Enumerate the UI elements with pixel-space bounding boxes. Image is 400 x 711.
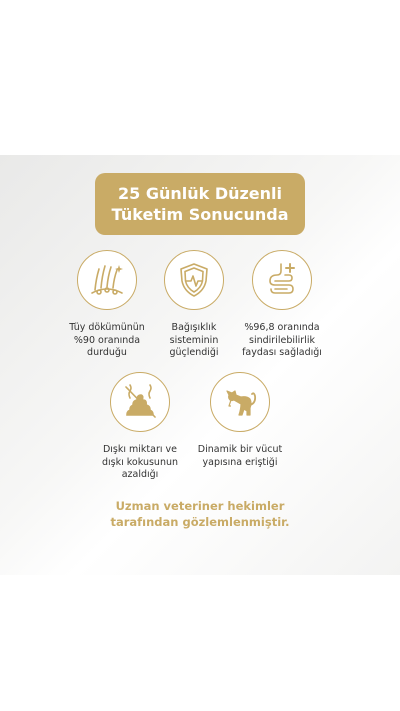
feature-icon-circle [110,372,170,432]
shield-icon [173,259,215,301]
feature-caption: Bağışıklık sisteminin güçlendiği [169,322,219,358]
feature-icon-circle [77,250,137,310]
feature-caption: Dinamik bir vücut yapısına eriştiği [197,444,283,468]
headline-line-2: Tüketim Sonucunda [111,205,289,224]
footer-line-1: Uzman veteriner hekimler [115,499,285,513]
digestive-system-icon [261,259,303,301]
feature-icon-circle [210,372,270,432]
headline-banner [95,173,305,235]
no-stool-odor-icon [119,381,161,423]
feature-icon-circle [164,250,224,310]
feature-caption: Dışkı miktarı ve dışkı kokusunun azaldığı [101,444,179,480]
feature-icon-circle [252,250,312,310]
feature-caption: Tüy dökümünün %90 oranında durduğu [69,322,145,358]
feature-caption: %96,8 oranında sindirilebilirlik faydası sağladığı [242,322,322,358]
headline-line-1: 25 Günlük Düzenli [117,184,283,203]
feature-stool-odor [85,372,195,482]
footer-note [0,498,400,530]
feature-digestibility [227,250,337,360]
cat-icon [219,381,261,423]
footer-line-2: tarafından gözlemlenmiştir. [110,515,290,529]
hair-follicle-icon [86,259,128,301]
feature-dynamic-body [185,372,295,469]
